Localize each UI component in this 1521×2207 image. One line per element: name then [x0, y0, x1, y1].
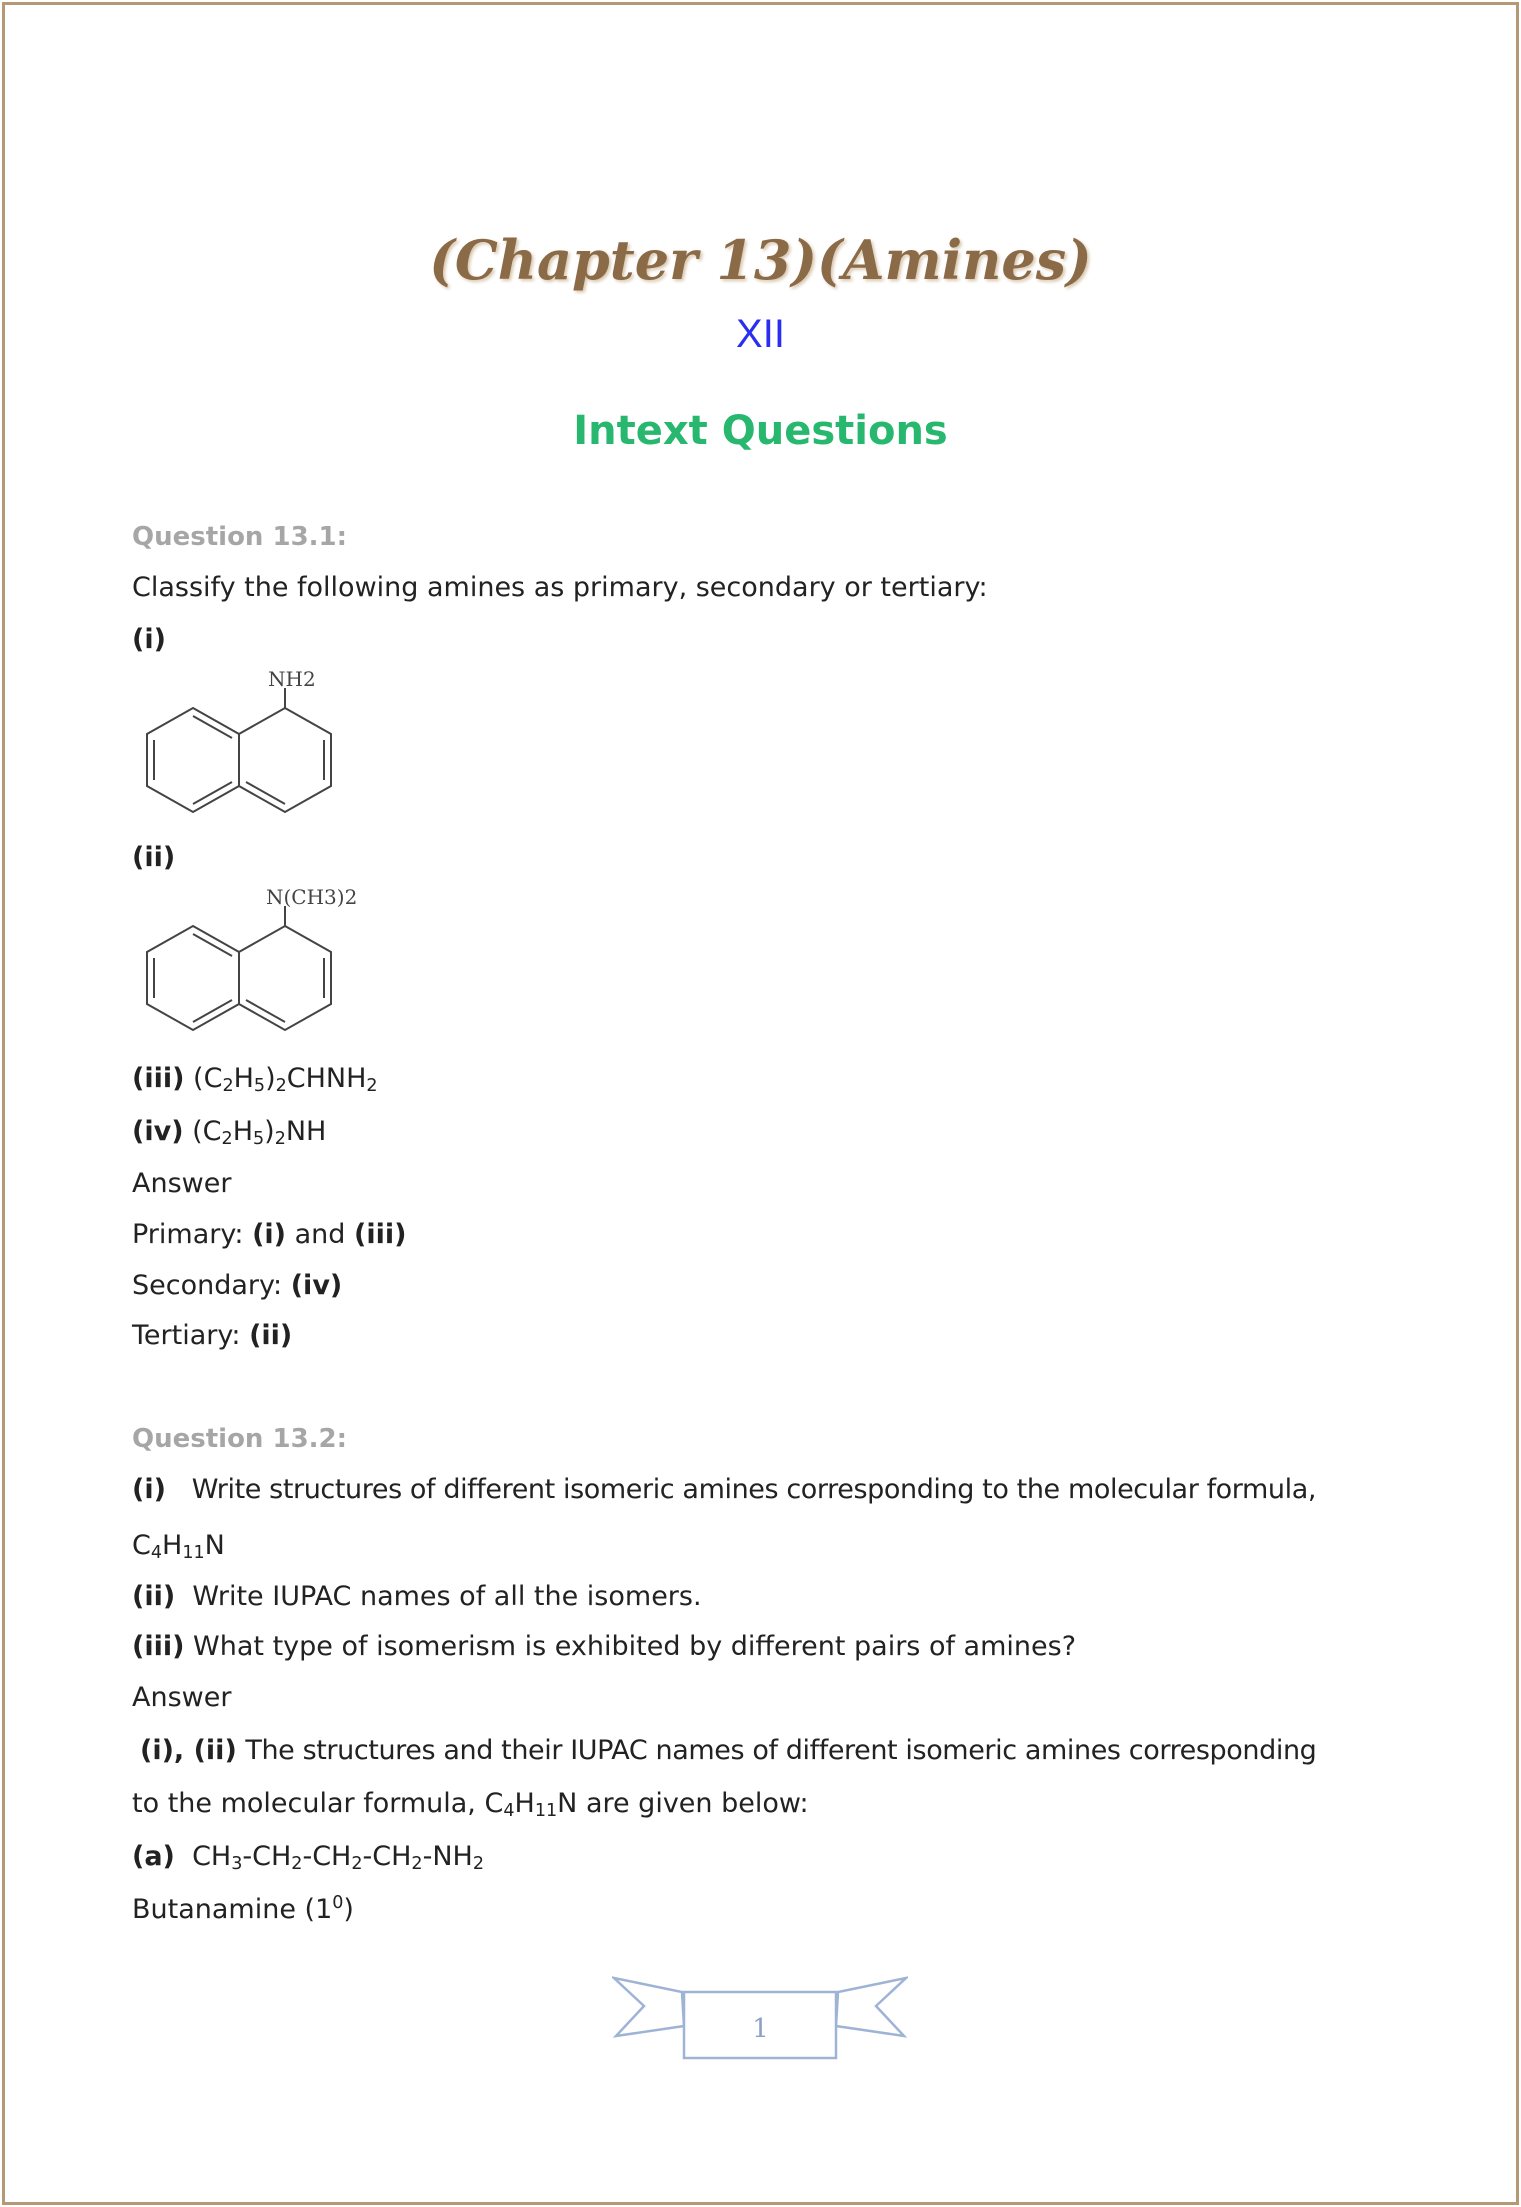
isomer-a [132, 1841, 484, 1872]
answer-secondary [132, 1270, 342, 1301]
part-text: Write IUPAC names of all the isomers. [192, 1581, 702, 1612]
answer-text [140, 1735, 1316, 1766]
question-heading: Question 13.2: [132, 1424, 348, 1454]
amine-group-label: N(CH3)2 [266, 885, 358, 909]
formula-line [132, 1530, 225, 1561]
question-part-iii [132, 1631, 1076, 1662]
answer-text-2a: to the molecular formula, [132, 1788, 476, 1819]
item-ref: (iii) [353, 1219, 407, 1250]
page-number: 1 [752, 2014, 769, 2044]
chapter-title: (Chapter 13)(Amines) [429, 228, 1092, 292]
isomer-a-name [132, 1893, 354, 1925]
part-text: Write structures of different isomeric amines corresponding to the molecular formula, [191, 1474, 1317, 1505]
part-label: (ii) [132, 1581, 176, 1612]
question-part-i [132, 1474, 1316, 1505]
answer-text-line2 [132, 1788, 809, 1819]
isomer-label: (a) [132, 1841, 175, 1872]
item-label [132, 624, 166, 655]
part-label: (iii) [132, 1631, 185, 1662]
formula-inline: $C_4H_{11}N$ [484, 1788, 578, 1821]
part-label: (i) [132, 1474, 166, 1505]
item-i-label: (i) [132, 624, 166, 655]
part-text: What type of isomerism is exhibited by different pairs of amines? [193, 1631, 1077, 1662]
formula-text: $(C_2H_5)_2NH$ [192, 1116, 327, 1149]
answer-primary [132, 1219, 406, 1250]
answer-text-2b: are given below: [585, 1788, 809, 1819]
primary-label: Primary: [132, 1219, 244, 1250]
degree-sup: 0 [332, 1893, 344, 1913]
close-paren: ) [343, 1894, 354, 1925]
item-ii-label: (ii) [132, 842, 176, 873]
item-iv-label: (iv) [132, 1116, 184, 1147]
naphthylamine-structure [128, 666, 358, 836]
dimethylnaphthylamine-structure [128, 884, 388, 1054]
question-part-ii [132, 1581, 702, 1612]
amine-group-label: NH2 [268, 667, 316, 691]
tertiary-label: Tertiary: [132, 1320, 241, 1351]
item-ref: (ii) [249, 1320, 293, 1351]
item-ref: (iv) [290, 1270, 343, 1301]
item-ref: (i) [252, 1219, 286, 1250]
answer-tertiary [132, 1320, 292, 1351]
secondary-label: Secondary: [132, 1270, 283, 1301]
formula-text: $C_4H_{11}N$ [132, 1530, 225, 1563]
item-iii [132, 1063, 378, 1094]
item-label [132, 842, 175, 873]
and-text: and [294, 1219, 346, 1250]
formula-text: $(C_2H_5)_2CHNH_2$ [193, 1063, 378, 1096]
item-iv [132, 1116, 326, 1147]
question-heading: Question 13.1: [132, 522, 348, 552]
question-text: Classify the following amines as primary, secondary or tertiary: [132, 572, 988, 603]
part-label: (i), (ii) [140, 1735, 237, 1766]
section-heading: Intext Questions [573, 408, 948, 454]
isomer-name: Butanamine (1 [132, 1894, 333, 1925]
answer-label: Answer [132, 1168, 232, 1199]
formula-text: $CH_3-CH_2-CH_2-CH_2-NH_2$ [192, 1841, 484, 1874]
answer-text-1: The structures and their IUPAC names of different isomeric amines corresponding [245, 1735, 1317, 1766]
answer-label: Answer [132, 1682, 232, 1713]
item-iii-label: (iii) [132, 1063, 185, 1094]
class-label: XII [736, 312, 785, 356]
